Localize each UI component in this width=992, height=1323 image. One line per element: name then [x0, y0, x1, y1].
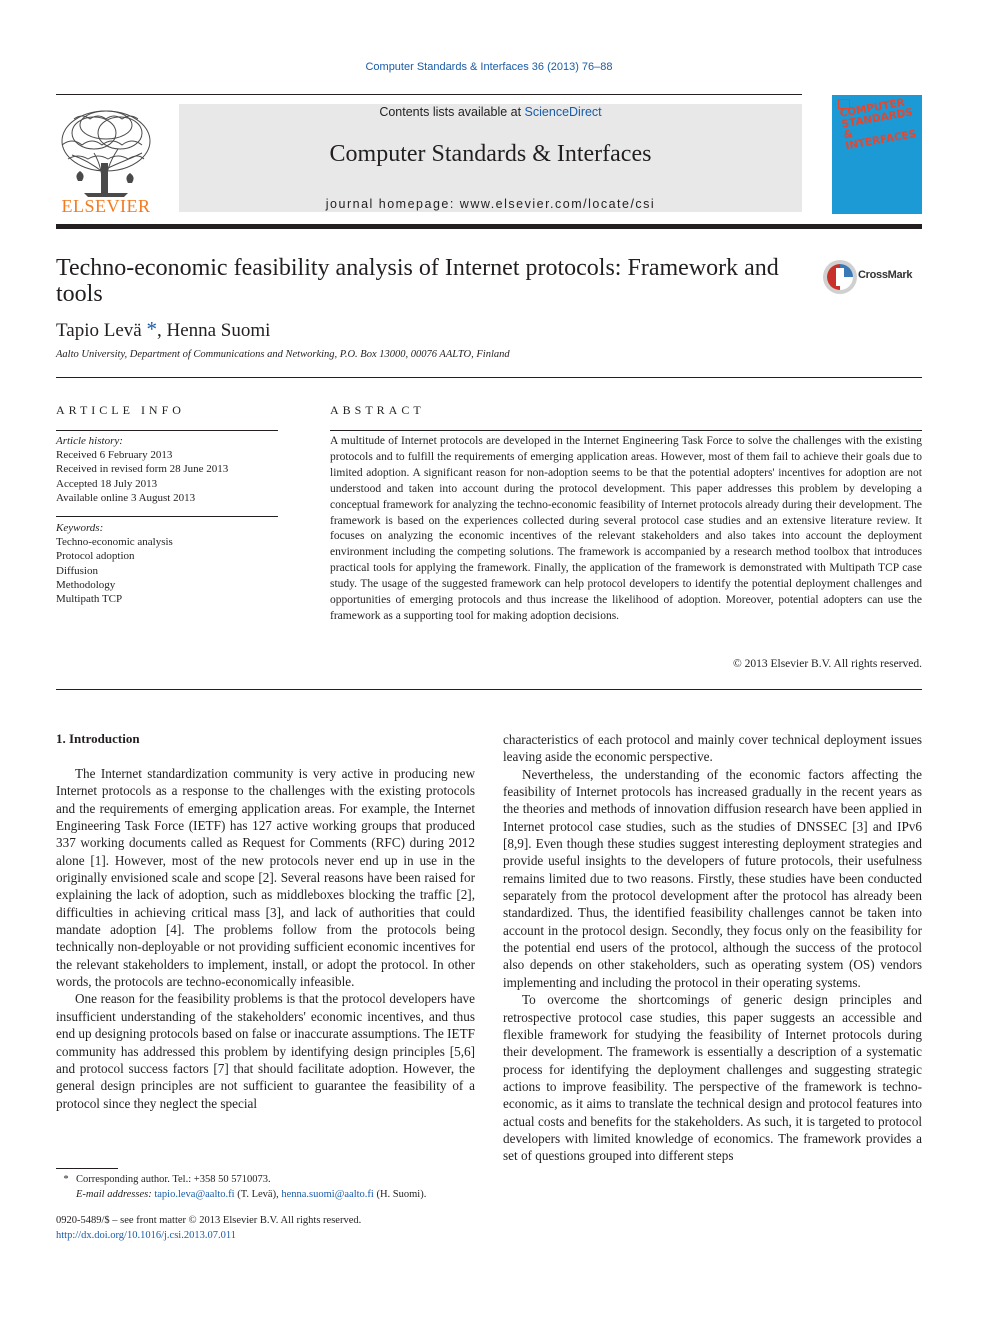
keyword-item: Protocol adoption: [56, 550, 135, 563]
history-received: Received 6 February 2013: [56, 449, 173, 462]
crossmark-icon: [822, 259, 858, 295]
crossmark-badge[interactable]: [822, 259, 918, 295]
email-name-suomi: (H. Suomi).: [373, 1189, 427, 1200]
abstract-bottom-rule: [56, 689, 922, 690]
author-leva: Tapio Levä: [56, 320, 142, 341]
body-paragraph: characteristics of each protocol and mainly cover technical deployment issues leaving aside the economic perspective.: [503, 732, 922, 765]
keyword-item: Methodology: [56, 578, 116, 591]
keywords-label: Keywords:: [56, 522, 104, 534]
journal-title: Computer Standards & Interfaces: [329, 141, 652, 167]
doi-link[interactable]: http://dx.doi.org/10.1016/j.csi.2013.07.011: [56, 1230, 236, 1241]
body-paragraph: Nevertheless, the understanding of the economic factors affecting the feasibility of Internet protocols has increased gradually in the recent years as the theories and methods of innovation diffusion research have been applied in Internet protocol case studies, such as the studies of DNSSEC [3] and IPv6 [8,9]. Even though these studies suggest interesting deployment strategies and provide useful insights to the developers of future protocols, their usefulness remains limited due to two reasons. Firstly, these studies have been conducted separately from the protocol development after the protocol has already been standardized. Thus, the identified feasibility challenges cannot be taken into account in the protocol design. Secondly, they focus only on the feasibility for the potential end users of the protocol, although the success of the protocol also depends on other stakeholders, such as operating system (OS) vendors implementing and including the protocol in their operating systems.: [503, 766, 922, 990]
footnote-star: *: [63, 1174, 69, 1185]
affiliation: Aalto University, Department of Communications and Networking, P.O. Box 13000, 00076 AALTO, Finland: [56, 349, 510, 360]
keyword-item: Multipath TCP: [56, 593, 123, 606]
header-thick-rule: [56, 224, 922, 229]
email-link-suomi[interactable]: henna.suomi@aalto.fi: [281, 1189, 374, 1200]
body-left-column: [56, 765, 475, 1112]
contents-prefix: Contents lists available at: [379, 105, 525, 119]
body-paragraph: The Internet standardization community is very active in producing new Internet protocols as a response to the challenges with the existing protocols and the requirements of emerging application areas. For example, the Internet Engineering Task Force (IETF) has 127 active working groups that produced 337 working documents called as Request for Comments (RFC) during 2012 alone [1]. However, most of the new protocols never end up in use in the originally envisioned scale and scope [2]. Several reasons have been raised for explaining the lack of adoption, such as middleboxes blocking the traffic [2], difficulties in achieving critical mass [3], and lack of authorities that could mandate adoption [4]. The problems follow from the protocols being technically non-deployable or not providing sufficient economic incentives for the relevant stakeholders to implement, install, or adopt the protocol. In other words, the protocols are techno-economically infeasible.: [56, 766, 475, 990]
history-label: Article history:: [56, 435, 123, 447]
history-online: Available online 3 August 2013: [56, 491, 196, 504]
body-right-column: [503, 731, 922, 1165]
section-heading-introduction: 1. Introduction: [56, 731, 140, 746]
email-label: E-mail addresses:: [76, 1189, 152, 1200]
keywords: [56, 521, 286, 606]
article-history: [56, 434, 286, 505]
elsevier-logo[interactable]: [54, 103, 158, 215]
author-list: [56, 317, 270, 342]
journal-citation[interactable]: Computer Standards & Interfaces 36 (2013) 76–88: [365, 61, 613, 73]
journal-homepage-link[interactable]: journal homepage: www.elsevier.com/locate/csi: [325, 197, 656, 211]
cover-title: COMPUTER STANDARDS & INTERFACES: [838, 96, 918, 153]
footnote-rule: [56, 1168, 118, 1169]
keyword-item: Techno-economic analysis: [56, 536, 173, 549]
sciencedirect-link[interactable]: ScienceDirect: [524, 105, 602, 119]
footnotes: [56, 1172, 486, 1202]
body-paragraph: To overcome the shortcomings of generic design principles and retrospective protocol case studies, this paper suggests an accessible and flexible framework for studying the feasibility of Internet protocols during their development. The framework is essentially a description of a systematic process for identifying the deployment challenges and suggesting strategic actions to improve feasibility. The perspective of the framework is techno-economic, as it aims to translate the technical design and protocol features into actual costs and benefits for the stakeholders. As such, it is targeted to protocol developers with limited knowledge of economics. The framework provides a set of questions grouped into different steps: [503, 992, 922, 1164]
article-title: Techno-economic feasibility analysis of Internet protocols: Framework and tools: [56, 255, 779, 307]
title-rule: [56, 377, 922, 378]
keywords-rule: [56, 516, 278, 517]
corresponding-text: Corresponding author. Tel.: +358 50 5710073.: [76, 1174, 271, 1185]
body-paragraph: One reason for the feasibility problems is that the protocol developers have insufficient understanding of the stakeholders' economic incentives, and thus end up designing protocols based on false or inaccurate assumptions. The IETF community has addressed this problem by identifying design principles [5,6] and protocol success factors [7] that should facilitate adoption. However, the general design principles are not sufficient to guarantee the feasibility of a protocol since they neglect the special: [56, 991, 475, 1111]
email-name-leva: (T. Levä),: [234, 1189, 282, 1200]
corresponding-author-note: [56, 1172, 486, 1187]
corresponding-author-marker[interactable]: *: [146, 317, 157, 341]
abstract-rule: [330, 430, 922, 431]
header-rule: [56, 94, 802, 95]
email-link-leva[interactable]: tapio.leva@aalto.fi: [154, 1189, 235, 1200]
abstract-text: A multitude of Internet protocols are developed in the Internet Engineering Task Force to solve the challenges with the existing protocols and to fulfill the requirements of emerging application areas. However, most of them fail to achieve their goals due to limited adoption. A significant reason for non-adoption seems to be that the potential adopters' incentives for adoption are not understood and taken into account during the protocol development. This paper addresses this problem by developing a conceptual framework for analyzing the techno-economic feasibility of Internet protocols already during their development. The framework is based on the experiences collected during several protocol case studies and an extensive literature review. It focuses on analyzing the economic incentives of the relevant stakeholders and also takes into account the deployment environment including the competing solutions. The framework is accompanied by a research method toolbox that introduces practical tools for applying the framework. Finally, the application of the framework is demonstrated with Multipath TCP case study. The usage of the suggested framework can help protocol developers to identify the potential deployment challenges and opportunities of emerging protocols and thus increase the likelihood of adoption. Moreover, potential adopters can use the framework as a supporting tool for making adoption decisions.: [330, 435, 922, 622]
article-info-rule: [56, 430, 278, 431]
issn-line: 0920-5489/$ – see front matter © 2013 Elsevier B.V. All rights reserved.: [56, 1215, 362, 1226]
contents-line: [179, 105, 802, 119]
front-matter: [56, 1213, 486, 1243]
journal-cover-thumbnail[interactable]: [832, 95, 922, 214]
history-revised: Received in revised form 28 June 2013: [56, 463, 229, 476]
article-info-heading: ARTICLE INFO: [56, 403, 185, 417]
keyword-item: Diffusion: [56, 564, 98, 577]
cover-emblem-icon: [838, 99, 850, 109]
abstract-heading: ABSTRACT: [330, 403, 425, 417]
elsevier-wordmark: ELSEVIER: [61, 196, 151, 216]
crossmark-label: CrossMark: [858, 269, 913, 281]
history-accepted: Accepted 18 July 2013: [56, 477, 158, 490]
email-note: [56, 1187, 486, 1202]
author-suomi: , Henna Suomi: [156, 320, 271, 341]
abstract-copyright: © 2013 Elsevier B.V. All rights reserved.: [733, 658, 922, 670]
